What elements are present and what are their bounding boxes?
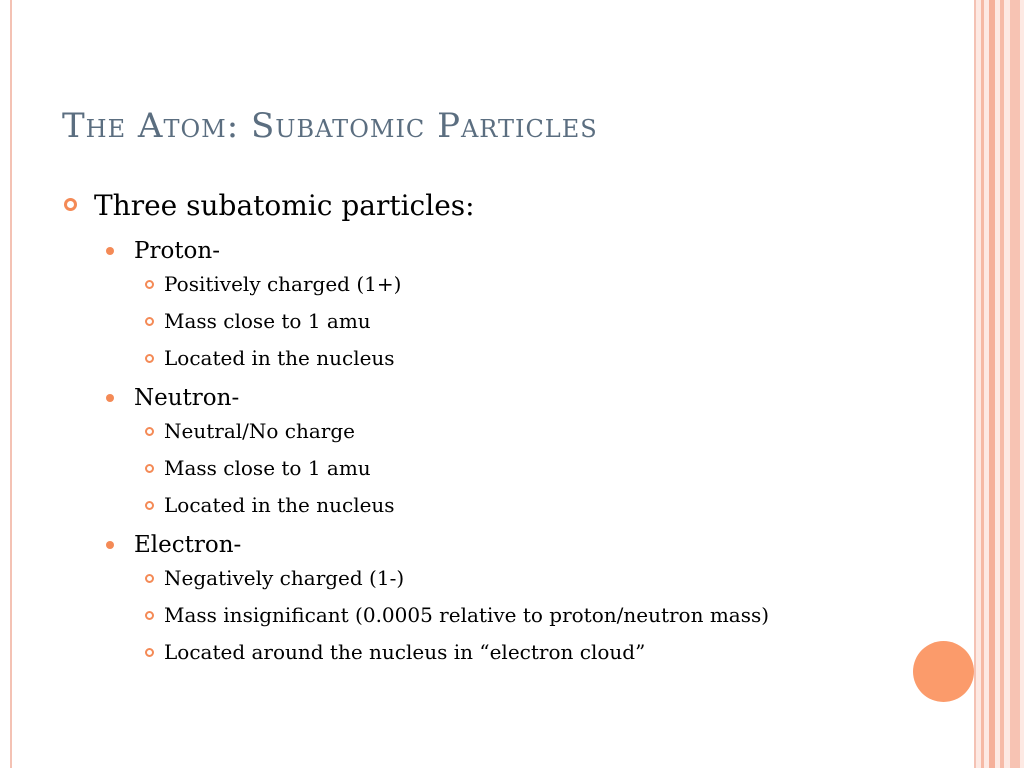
ring-bullet-icon — [145, 427, 154, 436]
fact-text: Negatively charged (1-) — [164, 566, 405, 590]
fact-text: Located in the nucleus — [164, 493, 395, 517]
bullet-text: Three subatomic particles: — [94, 189, 475, 222]
dot-bullet-icon — [106, 394, 114, 402]
bullet-list — [62, 186, 942, 675]
bullet-fact — [62, 307, 942, 335]
bullet-level-1 — [62, 186, 942, 226]
bullet-particle-proton — [62, 234, 942, 268]
right-stripe — [1000, 0, 1004, 768]
fact-text: Positively charged (1+) — [164, 272, 402, 296]
right-stripe — [1010, 0, 1020, 768]
ring-bullet-icon — [145, 611, 154, 620]
bullet-particle-neutron — [62, 381, 942, 415]
right-stripe — [981, 0, 984, 768]
ring-bullet-icon — [145, 574, 154, 583]
ring-bullet-icon — [145, 648, 154, 657]
dot-bullet-icon — [106, 247, 114, 255]
bullet-fact — [62, 270, 942, 298]
ring-bullet-icon — [145, 354, 154, 363]
fact-text: Mass close to 1 amu — [164, 309, 371, 333]
bullet-fact — [62, 601, 942, 629]
fact-text: Neutral/No charge — [164, 419, 355, 443]
slide-title: The Atom: Subatomic Particles — [62, 106, 598, 146]
ring-bullet-icon — [145, 501, 154, 510]
fact-text: Located in the nucleus — [164, 346, 395, 370]
dot-bullet-icon — [106, 541, 114, 549]
right-stripe — [989, 0, 995, 768]
fact-text: Mass close to 1 amu — [164, 456, 371, 480]
bullet-fact — [62, 564, 942, 592]
bullet-fact — [62, 491, 942, 519]
bullet-fact — [62, 454, 942, 482]
ring-bullet-icon — [145, 317, 154, 326]
particle-name: Proton- — [134, 238, 220, 264]
fact-text: Mass insignificant (0.0005 relative to proton/neutron mass) — [164, 603, 770, 627]
ring-bullet-icon — [145, 464, 154, 473]
bullet-particle-electron — [62, 528, 942, 562]
bullet-fact — [62, 344, 942, 372]
bullet-fact — [62, 638, 942, 666]
ring-bullet-icon — [145, 280, 154, 289]
particle-name: Electron- — [134, 532, 242, 558]
fact-text: Located around the nucleus in “electron cloud” — [164, 640, 646, 664]
bullet-fact — [62, 417, 942, 445]
particle-name: Neutron- — [134, 385, 240, 411]
ring-bullet-icon — [64, 198, 77, 211]
